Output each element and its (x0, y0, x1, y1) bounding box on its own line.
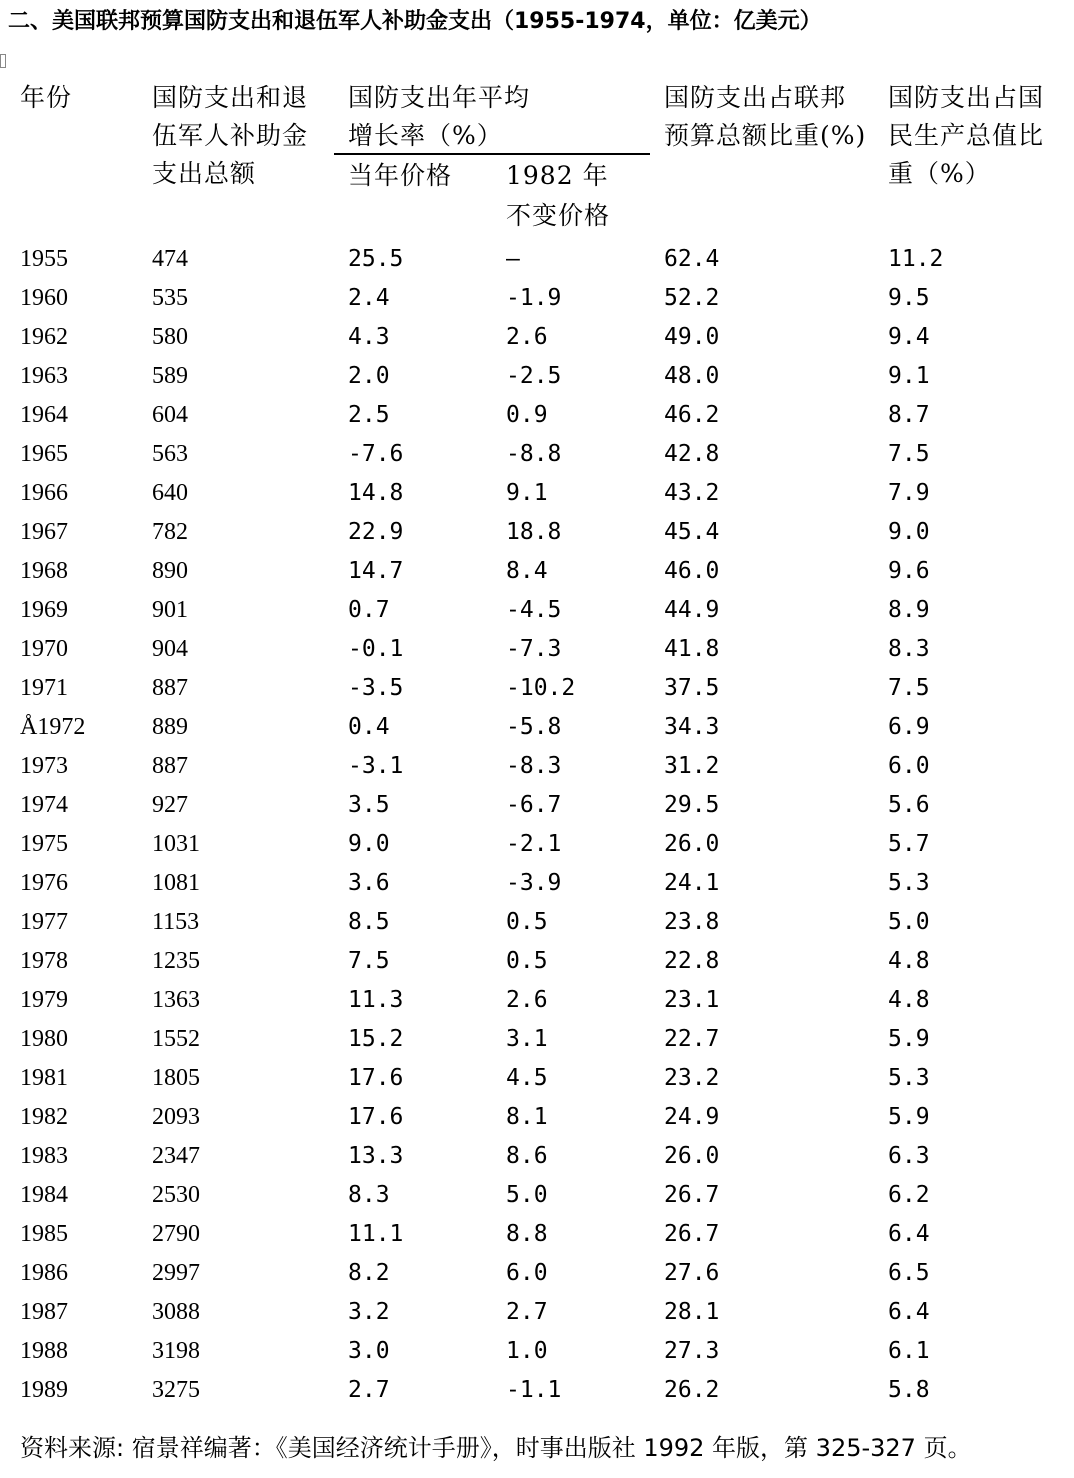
cell-share-gnp: 6.4 (888, 1299, 930, 1325)
cell-share-gnp: 6.1 (888, 1338, 930, 1364)
cell-growth-constant: 5.0 (506, 1182, 548, 1208)
cell-year: 1977 (20, 909, 68, 935)
header-share-budget-line-2: 预算总额比重(%) (664, 121, 867, 150)
table-row (0, 708, 1074, 746)
cell-share-gnp: 9.0 (888, 519, 930, 545)
cell-growth-current: 15.2 (348, 1026, 404, 1052)
cell-share-budget: 22.8 (664, 948, 720, 974)
table-row (0, 630, 1074, 668)
cell-total: 2790 (152, 1221, 200, 1247)
cell-share-budget: 22.7 (664, 1026, 720, 1052)
cell-share-gnp: 9.5 (888, 285, 930, 311)
header-share-gnp-line-2: 民生产总值比 (888, 121, 1045, 150)
cell-year: 1955 (20, 246, 68, 272)
cell-growth-current: 3.2 (348, 1299, 390, 1325)
cell-total: 1552 (152, 1026, 200, 1052)
cell-growth-current: 0.4 (348, 714, 390, 740)
cell-total: 1235 (152, 948, 200, 974)
header-growth-line-2: 增长率（%） (348, 121, 503, 150)
cell-growth-constant: -10.2 (506, 675, 576, 701)
cell-share-budget: 41.8 (664, 636, 720, 662)
header-total-line-3: 支出总额 (152, 159, 257, 188)
cell-total: 1153 (152, 909, 200, 935)
cell-growth-constant: -2.5 (506, 363, 562, 389)
cell-total: 474 (152, 246, 188, 272)
cell-year: 1981 (20, 1065, 68, 1091)
cell-growth-constant: -4.5 (506, 597, 562, 623)
table-row (0, 1176, 1074, 1214)
cell-growth-current: 2.0 (348, 363, 390, 389)
table-row (0, 942, 1074, 980)
table-row (0, 1059, 1074, 1097)
header-growth-line-1: 国防支出年平均 (348, 83, 531, 112)
cell-share-budget: 29.5 (664, 792, 720, 818)
cell-year: 1983 (20, 1143, 68, 1169)
cell-share-budget: 24.1 (664, 870, 720, 896)
cell-share-gnp: 6.4 (888, 1221, 930, 1247)
cell-growth-constant: -8.3 (506, 753, 562, 779)
header-group-divider (334, 153, 650, 155)
cell-total: 1363 (152, 987, 200, 1013)
cell-growth-constant: 8.1 (506, 1104, 548, 1130)
cell-total: 563 (152, 441, 188, 467)
cell-growth-current: 11.3 (348, 987, 404, 1013)
cell-growth-current: 8.2 (348, 1260, 390, 1286)
header-share-gnp-line-1: 国防支出占国 (888, 83, 1045, 112)
header-total-line-2: 伍军人补助金 (152, 121, 309, 150)
cell-year: 1982 (20, 1104, 68, 1130)
cell-year: 1980 (20, 1026, 68, 1052)
cell-year: 1964 (20, 402, 68, 428)
cell-share-gnp: 5.3 (888, 870, 930, 896)
cell-share-gnp: 8.9 (888, 597, 930, 623)
cell-share-gnp: 7.5 (888, 441, 930, 467)
cell-share-budget: 37.5 (664, 675, 720, 701)
cell-growth-current: 13.3 (348, 1143, 404, 1169)
cell-growth-current: -3.1 (348, 753, 404, 779)
cell-growth-current: 11.1 (348, 1221, 404, 1247)
cell-total: 604 (152, 402, 188, 428)
cell-growth-current: -7.6 (348, 441, 404, 467)
cell-share-gnp: 5.0 (888, 909, 930, 935)
cell-year: 1967 (20, 519, 68, 545)
cell-growth-current: 8.3 (348, 1182, 390, 1208)
cell-share-budget: 23.2 (664, 1065, 720, 1091)
cell-share-budget: 28.1 (664, 1299, 720, 1325)
cell-share-budget: 26.2 (664, 1377, 720, 1403)
cell-year: 1986 (20, 1260, 68, 1286)
cell-year: 1984 (20, 1182, 68, 1208)
cell-share-gnp: 6.0 (888, 753, 930, 779)
cell-year: 1978 (20, 948, 68, 974)
cell-growth-current: 3.0 (348, 1338, 390, 1364)
table-row (0, 357, 1074, 395)
cell-total: 1031 (152, 831, 200, 857)
table-row (0, 825, 1074, 863)
cell-share-budget: 48.0 (664, 363, 720, 389)
cell-share-budget: 27.3 (664, 1338, 720, 1364)
table-row (0, 864, 1074, 902)
cell-growth-constant: -6.7 (506, 792, 562, 818)
cell-total: 1805 (152, 1065, 200, 1091)
cell-share-budget: 26.0 (664, 831, 720, 857)
cell-share-gnp: 4.8 (888, 987, 930, 1013)
cell-year: 1963 (20, 363, 68, 389)
table-row (0, 1371, 1074, 1409)
cell-share-budget: 44.9 (664, 597, 720, 623)
cell-total: 1081 (152, 870, 200, 896)
table-row (0, 1254, 1074, 1292)
cell-share-gnp: 6.9 (888, 714, 930, 740)
cell-total: 589 (152, 363, 188, 389)
cell-growth-constant: -5.8 (506, 714, 562, 740)
table-row (0, 786, 1074, 824)
header-share-gnp-line-3: 重（%） (888, 159, 991, 188)
cell-share-budget: 31.2 (664, 753, 720, 779)
page-title: 二、美国联邦预算国防支出和退伍军人补助金支出（1955-1974，单位：亿美元） (8, 9, 822, 34)
cell-total: 887 (152, 675, 188, 701)
cell-growth-constant: 0.5 (506, 909, 548, 935)
cell-growth-constant: 9.1 (506, 480, 548, 506)
table-row (0, 513, 1074, 551)
cell-share-budget: 62.4 (664, 246, 720, 272)
cell-growth-constant: 18.8 (506, 519, 562, 545)
cell-share-budget: 46.0 (664, 558, 720, 584)
cell-year: 1969 (20, 597, 68, 623)
table-row (0, 552, 1074, 590)
cell-share-gnp: 9.4 (888, 324, 930, 350)
table-row (0, 396, 1074, 434)
cell-total: 2093 (152, 1104, 200, 1130)
table-row (0, 240, 1074, 278)
header-total-line-1: 国防支出和退 (152, 83, 309, 112)
cell-total: 901 (152, 597, 188, 623)
cell-growth-current: 2.4 (348, 285, 390, 311)
cell-year: 1985 (20, 1221, 68, 1247)
cell-share-gnp: 9.6 (888, 558, 930, 584)
cell-total: 3088 (152, 1299, 200, 1325)
cell-share-gnp: 7.9 (888, 480, 930, 506)
cell-year: 1979 (20, 987, 68, 1013)
cell-growth-current: 3.5 (348, 792, 390, 818)
cell-share-gnp: 5.3 (888, 1065, 930, 1091)
cell-growth-constant: 2.6 (506, 324, 548, 350)
cell-growth-constant: 0.9 (506, 402, 548, 428)
cell-share-budget: 45.4 (664, 519, 720, 545)
table-row (0, 279, 1074, 317)
cell-growth-constant: 8.6 (506, 1143, 548, 1169)
cell-growth-current: -3.5 (348, 675, 404, 701)
cell-growth-constant: 2.6 (506, 987, 548, 1013)
cell-growth-constant: 8.4 (506, 558, 548, 584)
cell-share-budget: 46.2 (664, 402, 720, 428)
cell-share-gnp: 5.7 (888, 831, 930, 857)
cell-total: 887 (152, 753, 188, 779)
cell-growth-constant: — (506, 246, 520, 272)
cell-total: 2347 (152, 1143, 200, 1169)
cell-growth-constant: -3.9 (506, 870, 562, 896)
cell-total: 889 (152, 714, 188, 740)
cell-year: 1988 (20, 1338, 68, 1364)
cell-year: 1973 (20, 753, 68, 779)
cell-share-budget: 26.0 (664, 1143, 720, 1169)
cell-growth-constant: 3.1 (506, 1026, 548, 1052)
cell-growth-current: 17.6 (348, 1104, 404, 1130)
cell-growth-constant: 8.8 (506, 1221, 548, 1247)
cell-total: 535 (152, 285, 188, 311)
cell-share-budget: 23.1 (664, 987, 720, 1013)
cell-share-budget: 42.8 (664, 441, 720, 467)
cell-total: 3198 (152, 1338, 200, 1364)
cell-share-gnp: 9.1 (888, 363, 930, 389)
cell-growth-current: -0.1 (348, 636, 404, 662)
cell-growth-constant: 0.5 (506, 948, 548, 974)
cell-year: 1970 (20, 636, 68, 662)
header-constant-price-line-2: 不变价格 (506, 201, 611, 230)
table-row (0, 1098, 1074, 1136)
cell-total: 2997 (152, 1260, 200, 1286)
cell-share-budget: 52.2 (664, 285, 720, 311)
cell-share-budget: 49.0 (664, 324, 720, 350)
cell-growth-current: 2.5 (348, 402, 390, 428)
cell-growth-current: 25.5 (348, 246, 404, 272)
cell-share-budget: 24.9 (664, 1104, 720, 1130)
cell-share-gnp: 4.8 (888, 948, 930, 974)
cell-growth-current: 22.9 (348, 519, 404, 545)
table-row (0, 1137, 1074, 1175)
cell-growth-constant: 6.0 (506, 1260, 548, 1286)
table-row (0, 1293, 1074, 1331)
cell-share-gnp: 7.5 (888, 675, 930, 701)
table-row (0, 1215, 1074, 1253)
cell-growth-constant: 1.0 (506, 1338, 548, 1364)
cell-total: 640 (152, 480, 188, 506)
cell-growth-current: 17.6 (348, 1065, 404, 1091)
table-row (0, 903, 1074, 941)
table-row (0, 474, 1074, 512)
cell-year: 1960 (20, 285, 68, 311)
cell-growth-current: 7.5 (348, 948, 390, 974)
cell-growth-constant: 2.7 (506, 1299, 548, 1325)
cell-share-budget: 34.3 (664, 714, 720, 740)
cell-share-budget: 43.2 (664, 480, 720, 506)
cell-year: 1975 (20, 831, 68, 857)
cell-growth-constant: -2.1 (506, 831, 562, 857)
header-constant-price-line-1: 1982 年 (506, 161, 609, 190)
cell-share-gnp: 8.7 (888, 402, 930, 428)
cell-total: 2530 (152, 1182, 200, 1208)
cell-share-gnp: 6.5 (888, 1260, 930, 1286)
cell-share-gnp: 6.2 (888, 1182, 930, 1208)
cell-share-budget: 26.7 (664, 1221, 720, 1247)
cell-share-budget: 26.7 (664, 1182, 720, 1208)
table-row (0, 1332, 1074, 1370)
cell-growth-current: 8.5 (348, 909, 390, 935)
cell-total: 580 (152, 324, 188, 350)
cell-year: 1976 (20, 870, 68, 896)
table-row (0, 669, 1074, 707)
table-move-handle-icon[interactable] (0, 54, 6, 68)
cell-total: 927 (152, 792, 188, 818)
table-row (0, 747, 1074, 785)
cell-year: 1962 (20, 324, 68, 350)
cell-year: 1971 (20, 675, 68, 701)
cell-total: 904 (152, 636, 188, 662)
cell-share-gnp: 5.8 (888, 1377, 930, 1403)
cell-total: 782 (152, 519, 188, 545)
cell-growth-constant: -7.3 (506, 636, 562, 662)
table-row (0, 981, 1074, 1019)
cell-share-gnp: 5.6 (888, 792, 930, 818)
header-year: 年份 (20, 83, 73, 112)
cell-year: 1965 (20, 441, 68, 467)
cell-year: 1987 (20, 1299, 68, 1325)
cell-share-gnp: 11.2 (888, 246, 944, 272)
table-row (0, 435, 1074, 473)
cell-year: 1968 (20, 558, 68, 584)
cell-growth-current: 3.6 (348, 870, 390, 896)
cell-growth-current: 4.3 (348, 324, 390, 350)
table-row (0, 1020, 1074, 1058)
cell-year: 1974 (20, 792, 68, 818)
cell-total: 3275 (152, 1377, 200, 1403)
cell-year: 1966 (20, 480, 68, 506)
cell-growth-current: 2.7 (348, 1377, 390, 1403)
cell-growth-constant: -8.8 (506, 441, 562, 467)
cell-growth-current: 0.7 (348, 597, 390, 623)
cell-share-budget: 23.8 (664, 909, 720, 935)
header-current-price: 当年价格 (348, 161, 453, 190)
cell-growth-current: 14.7 (348, 558, 404, 584)
cell-growth-current: 9.0 (348, 831, 390, 857)
table-row (0, 318, 1074, 356)
cell-growth-constant: 4.5 (506, 1065, 548, 1091)
cell-share-gnp: 6.3 (888, 1143, 930, 1169)
cell-growth-current: 14.8 (348, 480, 404, 506)
cell-growth-constant: -1.1 (506, 1377, 562, 1403)
cell-share-gnp: 5.9 (888, 1104, 930, 1130)
cell-growth-constant: -1.9 (506, 285, 562, 311)
header-share-budget-line-1: 国防支出占联邦 (664, 83, 847, 112)
cell-share-gnp: 5.9 (888, 1026, 930, 1052)
table-row (0, 591, 1074, 629)
cell-total: 890 (152, 558, 188, 584)
cell-year: Å1972 (20, 714, 86, 740)
source-note: 资料来源: 宿景祥编著：《美国经济统计手册》，时事出版社 1992 年版，第 325-327 页。 (20, 1434, 972, 1462)
cell-year: 1989 (20, 1377, 68, 1403)
cell-share-budget: 27.6 (664, 1260, 720, 1286)
cell-share-gnp: 8.3 (888, 636, 930, 662)
